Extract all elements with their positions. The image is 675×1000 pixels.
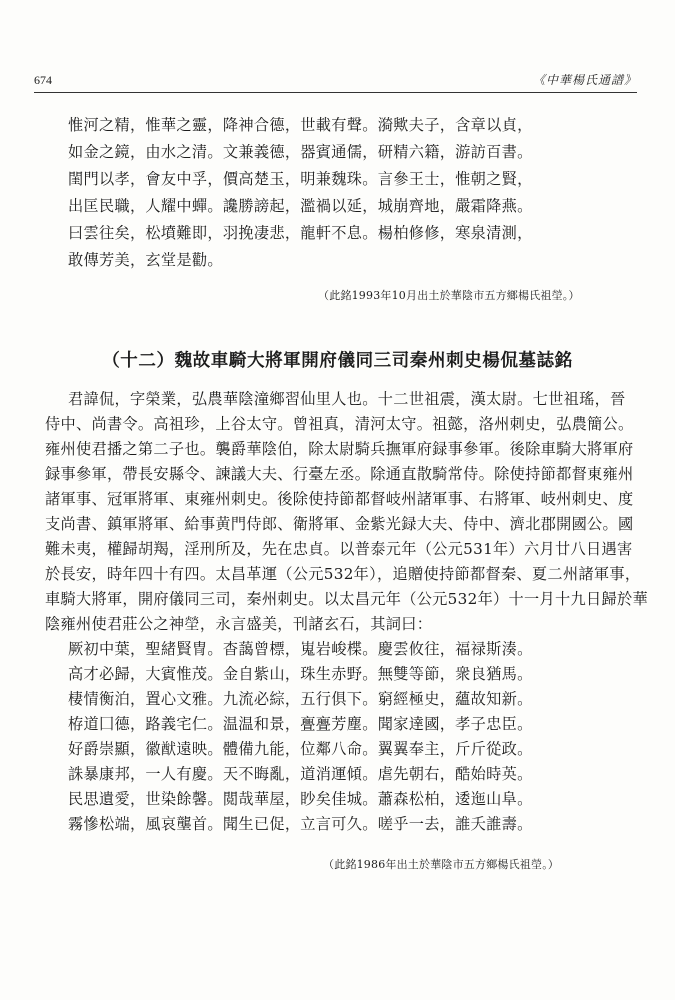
section-title: （十二）魏故車騎大將軍開府儀同三司秦州刺史楊侃墓誌銘 xyxy=(102,351,573,371)
prose-line: 車騎大將軍，開府儀同三司，秦州刺史。以太昌元年（公元532年）十一月十九日歸於華 xyxy=(45,590,648,608)
prose-line: 支尚書、鎮軍將軍、給事黄門侍郎、衛將軍、金紫光録大夫、侍中、濟北郡開國公。國 xyxy=(45,515,634,533)
page-header xyxy=(34,70,637,93)
prose-line: 雍州使君播之第二子也。襲爵華陰伯，除太尉騎兵撫軍府録事參軍。後除車騎大將軍府 xyxy=(45,440,634,458)
source-note: （此銘1986年出土於華陰市五方鄉楊氏祖塋。） xyxy=(323,858,560,871)
inscription-line: 閨門以孝，會友中孚，價高楚玉，明兼魏珠。言參王士，惟朝之賢， xyxy=(68,170,533,188)
eulogy-line: 厥初中葉，聖緒賢冑。杳藹曾標，嵬岩峻楪。慶雲攸往，福禄斯湊。 xyxy=(68,640,533,658)
prose-line: 君諱侃，字榮業，弘農華陰潼鄉習仙里人也。十二世祖震，漢太尉。七世祖瑤，晉 xyxy=(68,390,626,408)
running-title: 《中華楊氏通譜》 xyxy=(532,73,637,87)
prose-line: 陰雍州使君莊公之神塋，永言盛美，刊諸玄石，其詞曰： xyxy=(45,615,433,633)
prose-line: 侍中、尚書令。高祖珍，上谷太守。曾祖真，清河太守。祖懿，洛州刺史，弘農簡公。 xyxy=(45,415,634,433)
eulogy-line: 霧慘松端，風哀壟首。聞生已促，立言可久。嗟乎一去，誰夭誰壽。 xyxy=(68,815,533,833)
inscription-line: 曰雲往矣，松墳難即，羽挽凄悲，龍軒不息。楊柏修修，寒泉清測， xyxy=(68,224,533,242)
eulogy-line: 誅暴康邦，一人有慶。天不晦亂，道消運傾。虐先朝右，酷始時英。 xyxy=(68,765,533,783)
inscription-line: 敢傳芳美，玄堂是勸。 xyxy=(68,251,223,269)
source-note: （此銘1993年10月出土於華陰市五方鄉楊氏祖塋。） xyxy=(318,289,580,302)
prose-line: 諸軍事、冠軍將軍、東雍州刺史。後除使持節都督岐州諸軍事、右將軍、岐州刺史、度 xyxy=(45,490,634,508)
inscription-line: 出匡民職，人耀中蟬。讒勝謗起，濫禍以延，城崩齊地，嚴霜降燕。 xyxy=(68,197,533,215)
eulogy-line: 好爵崇顯，徽猷遠映。體備九能，位鄰八命。翼翼奉主，斤斤從政。 xyxy=(68,740,533,758)
prose-line: 於長安，時年四十有四。太昌革運（公元532年），追贈使持節都督秦、夏二州諸軍事， xyxy=(45,565,641,583)
prose-line: 録事參軍，帶長安縣令、諫議大夫、行臺左丞。除通直散騎常侍。除使持節都督東雍州 xyxy=(45,465,634,483)
inscription-line: 惟河之精，惟華之靈，降神合德，世載有聲。漪歟夫子，含章以貞， xyxy=(68,116,533,134)
page-number: 674 xyxy=(34,73,52,87)
eulogy-line: 棲情衡泊，置心文雅。九流必綜，五行俱下。窮經極史，蘊故知新。 xyxy=(68,690,533,708)
eulogy-line: 栫道囗德，路義宅仁。温温和景，亹亹芳塵。聞家達國，孝子忠臣。 xyxy=(68,715,533,733)
eulogy-line: 高才必歸，大賓惟茂。金自紫山，珠生赤野。無雙等節，衆良猶馬。 xyxy=(68,665,533,683)
inscription-line: 如金之鏡，由水之清。文兼義德，器賓通儒，研精六籍，游訪百書。 xyxy=(68,143,533,161)
prose-line: 難未夷，權歸胡羯，淫刑所及，先在忠貞。以普泰元年（公元531年）六月廿八日遇害 xyxy=(45,540,633,558)
eulogy-line: 民思遺愛，世染餘馨。閲哉華屋，眇矣佳城。蕭森松柏，逶迤山阜。 xyxy=(68,790,533,808)
